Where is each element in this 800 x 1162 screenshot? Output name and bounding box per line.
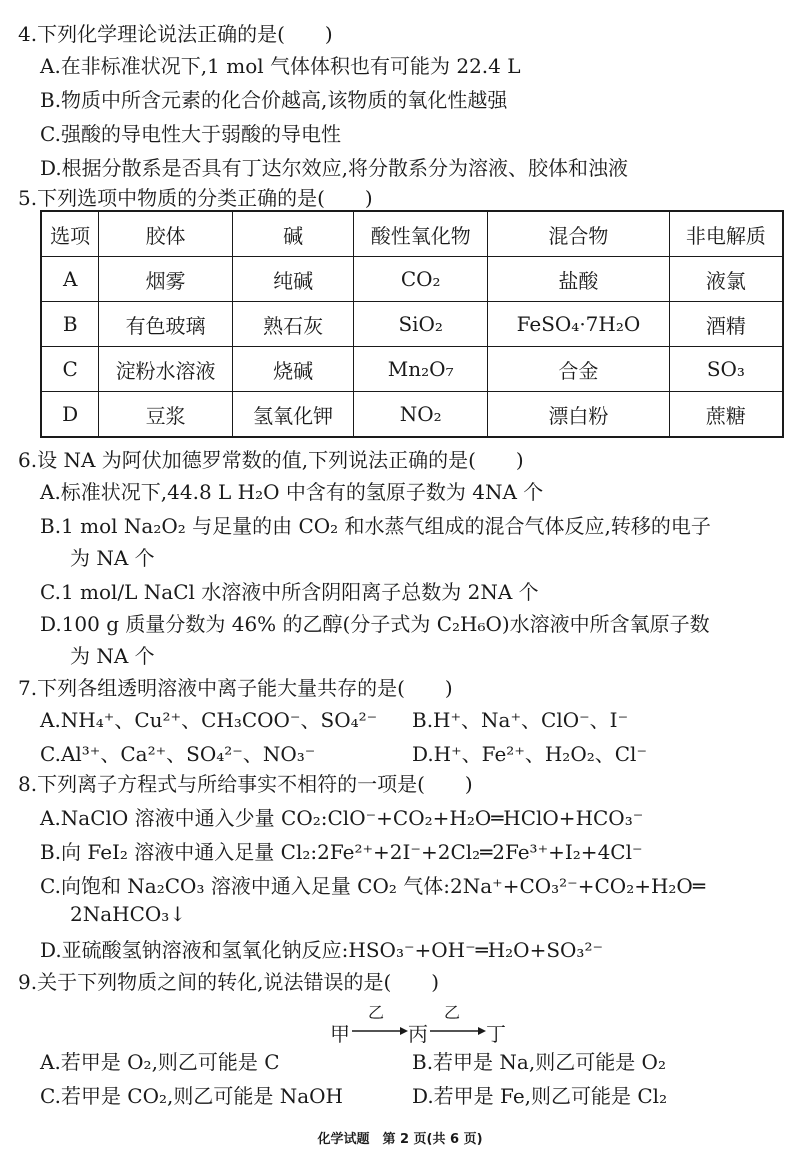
q6-option-a: A.标准状况下,44.8 L H₂O 中含有的氢原子数为 4NA 个	[40, 480, 544, 504]
q9-option-c: C.若甲是 CO₂,则乙可能是 NaOH	[40, 1084, 343, 1108]
q8-option-c-line1: C.向饱和 Na₂CO₃ 溶液中通入足量 CO₂ 气体:2Na⁺+CO₃²⁻+CO₂+H₂O═	[40, 874, 705, 898]
q5-stem: 5.下列选项中物质的分类正确的是( )	[18, 186, 373, 210]
arrow-right-icon	[430, 1026, 486, 1036]
q6-option-c: C.1 mol/L NaCl 水溶液中所含阴阳离子总数为 2NA 个	[40, 580, 539, 604]
table-cell: Mn₂O₇	[354, 347, 488, 392]
table-header-cell: 非电解质	[669, 211, 783, 257]
q4-option-d: D.根据分散系是否具有丁达尔效应,将分散系分为溶液、胶体和浊液	[40, 156, 629, 180]
table-cell: 蔗糖	[669, 392, 783, 438]
conversion-scheme	[330, 1003, 506, 1046]
q7-stem: 7.下列各组透明溶液中离子能大量共存的是( )	[18, 676, 453, 700]
table-cell: D	[41, 392, 99, 438]
table-cell: 淀粉水溶液	[99, 347, 232, 392]
table-cell: 烧碱	[232, 347, 354, 392]
scheme-jia: 甲	[330, 1022, 350, 1046]
arrow-right-icon	[352, 1026, 408, 1036]
q6-stem: 6.设 NA 为阿伏加德罗常数的值,下列说法正确的是( )	[18, 448, 524, 472]
table-cell: C	[41, 347, 99, 392]
table-cell: 豆浆	[99, 392, 232, 438]
q7-option-d: D.H⁺、Fe²⁺、H₂O₂、Cl⁻	[412, 742, 647, 766]
q9-option-a: A.若甲是 O₂,则乙可能是 C	[40, 1050, 280, 1074]
page-footer: 化学试题 第 2 页(共 6 页)	[317, 1132, 483, 1147]
q8-stem: 8.下列离子方程式与所给事实不相符的一项是( )	[18, 772, 473, 796]
scheme-ding: 丁	[486, 1022, 506, 1046]
table-row	[41, 347, 783, 392]
table-header-cell: 碱	[232, 211, 354, 257]
q7-option-c: C.Al³⁺、Ca²⁺、SO₄²⁻、NO₃⁻	[40, 742, 316, 766]
q6-option-b-line2: 为 NA 个	[70, 546, 155, 570]
table-cell: SiO₂	[354, 302, 488, 347]
table-cell: A	[41, 257, 99, 302]
table-cell: 酒精	[669, 302, 783, 347]
q4-option-a: A.在非标准状况下,1 mol 气体体积也有可能为 22.4 L	[40, 54, 521, 78]
table-cell: CO₂	[354, 257, 488, 302]
table-cell: 有色玻璃	[99, 302, 232, 347]
q7-option-b: B.H⁺、Na⁺、ClO⁻、I⁻	[412, 708, 629, 732]
table-cell: 液氯	[669, 257, 783, 302]
table-cell: SO₃	[669, 347, 783, 392]
scheme-reagent-2: 乙	[444, 1003, 461, 1022]
q9-stem: 9.关于下列物质之间的转化,说法错误的是( )	[18, 970, 440, 994]
table-header-cell: 胶体	[99, 211, 232, 257]
q8-option-d: D.亚硫酸氢钠溶液和氢氧化钠反应:HSO₃⁻+OH⁻═H₂O+SO₃²⁻	[40, 938, 604, 962]
table-row	[41, 257, 783, 302]
q9-option-d: D.若甲是 Fe,则乙可能是 Cl₂	[412, 1084, 668, 1108]
q8-option-b: B.向 FeI₂ 溶液中通入足量 Cl₂:2Fe²⁺+2I⁻+2Cl₂═2Fe³⁺+I₂+4Cl⁻	[40, 840, 643, 864]
q4-option-c: C.强酸的导电性大于弱酸的导电性	[40, 122, 341, 146]
table-header-cell: 混合物	[488, 211, 670, 257]
q8-option-a: A.NaClO 溶液中通入少量 CO₂:ClO⁻+CO₂+H₂O═HClO+HCO₃⁻	[40, 806, 644, 830]
q4-stem: 4.下列化学理论说法正确的是( )	[18, 22, 333, 46]
q4-option-b: B.物质中所含元素的化合价越高,该物质的氧化性越强	[40, 88, 508, 112]
q6-option-d-line2: 为 NA 个	[70, 644, 155, 668]
table-header-cell: 酸性氧化物	[354, 211, 488, 257]
table-cell: NO₂	[354, 392, 488, 438]
scheme-bing: 丙	[408, 1022, 428, 1046]
q8-option-c-line2: 2NaHCO₃↓	[70, 902, 187, 926]
table-cell: 盐酸	[488, 257, 670, 302]
table-header-row	[41, 211, 783, 257]
classification-table	[40, 210, 784, 438]
table-cell: 烟雾	[99, 257, 232, 302]
table-cell: 氢氧化钾	[232, 392, 354, 438]
q7-option-a: A.NH₄⁺、Cu²⁺、CH₃COO⁻、SO₄²⁻	[40, 708, 378, 732]
table-header-cell: 选项	[41, 211, 99, 257]
table-cell: FeSO₄·7H₂O	[488, 302, 670, 347]
q6-option-b-line1: B.1 mol Na₂O₂ 与足量的由 CO₂ 和水蒸气组成的混合气体反应,转移的电子	[40, 514, 711, 538]
table-cell: 纯碱	[232, 257, 354, 302]
table-cell: 熟石灰	[232, 302, 354, 347]
scheme-reagent-1: 乙	[368, 1003, 385, 1022]
table-cell: B	[41, 302, 99, 347]
table-cell: 漂白粉	[488, 392, 670, 438]
table-row	[41, 302, 783, 347]
table-row	[41, 392, 783, 438]
q6-option-d-line1: D.100 g 质量分数为 46% 的乙醇(分子式为 C₂H₆O)水溶液中所含氧原子数	[40, 612, 710, 636]
q9-option-b: B.若甲是 Na,则乙可能是 O₂	[412, 1050, 666, 1074]
table-cell: 合金	[488, 347, 670, 392]
